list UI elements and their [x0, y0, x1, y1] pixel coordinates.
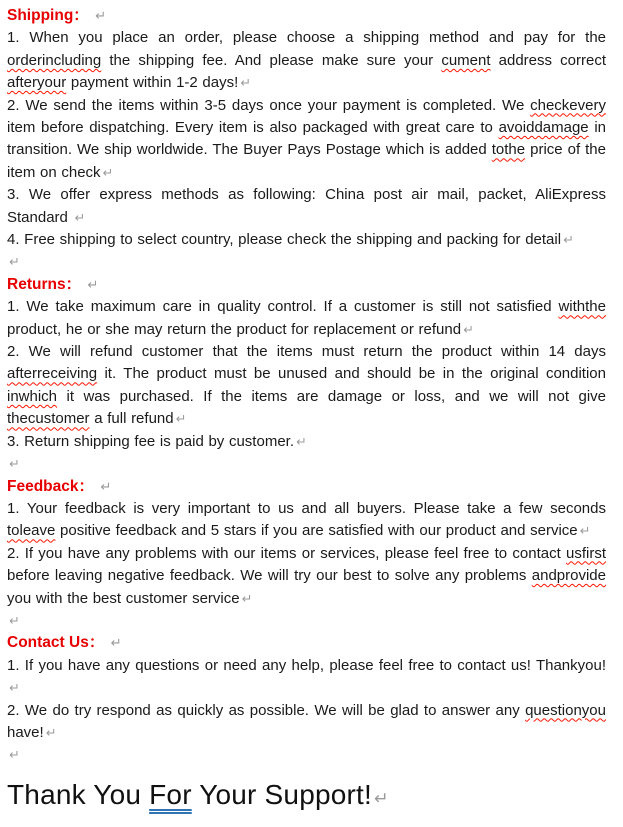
text-segment: positive feedback and 5 stars if you are satisfied with our product and service	[55, 522, 578, 540]
misspelled-word: checkevery	[530, 96, 606, 114]
paragraph	[7, 341, 606, 431]
paragraph	[7, 700, 606, 745]
text-segment: 4. Free shipping to select country, please check the shipping and packing for detail	[7, 231, 562, 249]
text-segment: price of the item on check	[7, 141, 606, 181]
paragraph-mark: ↵	[374, 787, 389, 808]
section-heading	[7, 5, 606, 27]
paragraph-mark: ↵	[100, 478, 112, 494]
misspelled-word: afteryour	[7, 74, 67, 92]
text-segment: it was purchased. If the items are damage or loss, and we will not give	[57, 387, 606, 405]
text-segment: item before dispatching. Every item is also packaged with great care to	[7, 119, 499, 137]
paragraph	[7, 543, 606, 610]
paragraph	[7, 184, 606, 229]
misspelled-word: afterreceiving	[7, 365, 98, 383]
paragraph	[7, 296, 606, 341]
text-segment: 1. When you place an order, please choose a shipping method and pay for the	[7, 29, 606, 47]
text-segment: payment within 1-2 days!	[66, 74, 239, 92]
paragraph	[7, 655, 606, 700]
paragraph	[7, 229, 606, 251]
text-segment: it. The product must be unused and should be in the original condition	[97, 365, 606, 383]
text-segment: Your Support!	[191, 778, 373, 810]
paragraph-mark: ↵	[95, 8, 107, 23]
paragraph-mark: ↵	[296, 433, 307, 449]
paragraph-mark: ↵	[87, 276, 99, 292]
misspelled-word: andprovide	[531, 567, 606, 585]
grammar-flagged-word: For	[149, 778, 192, 810]
text-segment: 1. We take maximum care in quality control. If a customer is still not satisfied	[7, 298, 559, 316]
text-segment: have!	[7, 723, 44, 741]
text-segment: 2. We will refund customer that the items must return the product within 14 days	[7, 343, 606, 361]
text-segment: 3. We offer express methods as following: China post air mail, packet, AliExpress Standard	[7, 186, 606, 226]
paragraph	[7, 431, 606, 453]
text-segment: Thank You	[7, 778, 150, 810]
section-heading-text: Returns：	[7, 275, 82, 293]
misspelled-word: tothe	[491, 141, 526, 159]
section-heading	[7, 274, 606, 296]
section-heading-text: Shipping：	[7, 7, 89, 24]
document-body	[7, 5, 606, 817]
text-segment: you with the best customer service	[7, 589, 240, 607]
misspelled-word: usfirst	[565, 544, 606, 562]
text-segment: a full refund	[89, 410, 174, 428]
paragraph-mark: ↵	[9, 612, 20, 628]
text-segment: 2. We send the items within 3-5 days once your payment is completed. We	[7, 96, 531, 114]
text-segment: before leaving negative feedback. We will try our best to solve any problems	[7, 567, 532, 585]
paragraph	[7, 27, 606, 94]
misspelled-word: cument	[441, 51, 491, 69]
section-heading-text: Feedback：	[7, 477, 95, 495]
section-heading-text: Contact Us：	[7, 634, 105, 652]
paragraph-mark: ↵	[9, 456, 20, 472]
text-segment: in transition. We ship worldwide. The Buyer Pays Postage which is added	[7, 119, 606, 159]
misspelled-word: questionyou	[525, 701, 606, 719]
paragraph-mark: ↵	[579, 523, 591, 539]
section-heading	[7, 476, 606, 498]
text-segment: 2. If you have any problems with our items or services, please feel free to contact	[7, 544, 566, 562]
paragraph-mark: ↵	[9, 747, 20, 763]
text-segment: 2. We do try respond as quickly as possible. We will be glad to answer any	[7, 701, 526, 719]
section-heading	[7, 632, 606, 654]
misspelled-word: orderincluding	[7, 51, 102, 69]
blank-line	[7, 744, 606, 766]
closing-line	[7, 776, 606, 817]
paragraph-mark: ↵	[74, 209, 86, 225]
paragraph	[7, 95, 606, 185]
text-segment: 1. If you have any questions or need any help, please feel free to contact us! Thankyou!	[7, 656, 606, 674]
paragraph-mark: ↵	[563, 232, 574, 248]
text-segment: 3. Return shipping fee is paid by customer.	[7, 432, 294, 450]
paragraph-mark: ↵	[9, 680, 20, 696]
text-segment: the shipping fee. And please make sure your	[101, 51, 442, 69]
paragraph-mark: ↵	[45, 724, 57, 740]
misspelled-word: withthe	[558, 298, 606, 316]
misspelled-word: toleave	[7, 522, 56, 540]
text-segment: 1. Your feedback is very important to us and all buyers. Please take a few seconds	[7, 499, 606, 517]
text-segment: address correct	[490, 51, 606, 69]
misspelled-word: thecustomer	[7, 410, 90, 428]
paragraph-mark: ↵	[110, 635, 122, 651]
paragraph-mark: ↵	[102, 164, 114, 180]
paragraph-mark: ↵	[240, 75, 251, 91]
paragraph-mark: ↵	[241, 590, 253, 606]
paragraph-mark: ↵	[9, 254, 20, 270]
text-segment: product, he or she may return the product for replacement or refund	[7, 320, 462, 338]
paragraph-mark: ↵	[175, 411, 187, 427]
blank-line	[7, 610, 606, 632]
blank-line	[7, 453, 606, 475]
paragraph	[7, 498, 606, 543]
misspelled-word: inwhich	[7, 387, 58, 405]
misspelled-word: avoiddamage	[498, 119, 589, 137]
blank-line	[7, 251, 606, 273]
paragraph-mark: ↵	[463, 321, 474, 337]
